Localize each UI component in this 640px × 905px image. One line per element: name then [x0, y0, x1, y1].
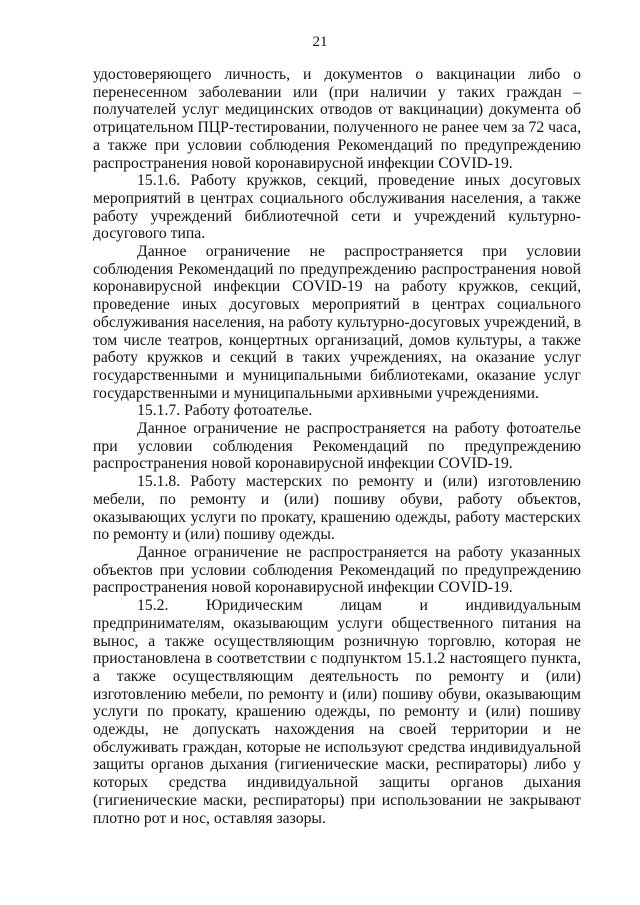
paragraph-15-2: 15.2. Юридическим лицам и индивидуальным предпринимателям, оказывающим услуги общественного питания на вынос, а также осуществляющим розничную торговлю, которая не приостановлена в соответствии с подпунктом 15.1.2 настоящего пункта, а также осуществляющим деятельность по ремонту и (или) изготовлению мебели, по ремонту и (или) пошиву обуви, оказывающим услуги по прокату, крашению одежды, по ремонту и (или) пошиву одежды, не допускать нахождения на своей территории и не обслуживать граждан, которые не используют средства индивидуальной защиты органов дыхания (гигиенические маски, респираторы) либо у которых средства индивидуальной защиты органов дыхания (гигиенические маски, респираторы) при использовании не закрывают плотно рот и нос, оставляя зазоры.	[93, 597, 581, 827]
paragraph-15-1-6-exception: Данное ограничение не распространяется при условии соблюдения Рекомендаций по предупреждению распространения новой коронавирусной инфекции COVID-19 на работу кружков, секций, проведение иных досуговых мероприятий в центрах социального обслуживания населения, на работу культурно-досуговых учреждений, в том числе театров, концертных организаций, домов культуры, а также работу кружков и секций в таких учреждениях, на оказание услуг государственными и муниципальными библиотеками, оказание услуг государственными и муниципальными архивными учреждениями.	[93, 243, 581, 402]
paragraph-continuation: удостоверяющего личность, и документов о вакцинации либо о перенесенном заболевании или (при наличии у таких граждан – получателей услуг медицинских отводов от вакцинации) документа об отрицательном ПЦР-тестировании, полученного не ранее чем за 72 часа, а также при условии соблюдения Рекомендаций по предупреждению распространения новой коронавирусной инфекции COVID-19.	[93, 66, 581, 172]
paragraph-15-1-7: 15.1.7. Работу фотоателье.	[137, 402, 313, 420]
paragraph-15-1-6: 15.1.6. Работу кружков, секций, проведение иных досуговых мероприятий в центрах социального обслуживания населения, а также работу учреждений библиотечной сети и учреждений культурно-досугового типа.	[93, 172, 581, 243]
paragraph-15-1-7-exception: Данное ограничение не распространяется на работу фотоателье при условии соблюдения Рекомендаций по предупреждению распространения новой коронавирусной инфекции COVID-19.	[93, 420, 581, 473]
page-number: 21	[312, 34, 328, 50]
document-body	[93, 66, 581, 827]
paragraph-15-1-8-exception: Данное ограничение не распространяется на работу указанных объектов при условии соблюдения Рекомендаций по предупреждению распространения новой коронавирусной инфекции COVID-19.	[93, 543, 581, 597]
paragraph-15-1-8: 15.1.8. Работу мастерских по ремонту и (или) изготовлению мебели, по ремонту и (или) пошиву обуви, работу объектов, оказывающих услуги по прокату, крашению одежды, работу мастерских по ремонту и (или) пошиву одежды.	[93, 473, 581, 544]
